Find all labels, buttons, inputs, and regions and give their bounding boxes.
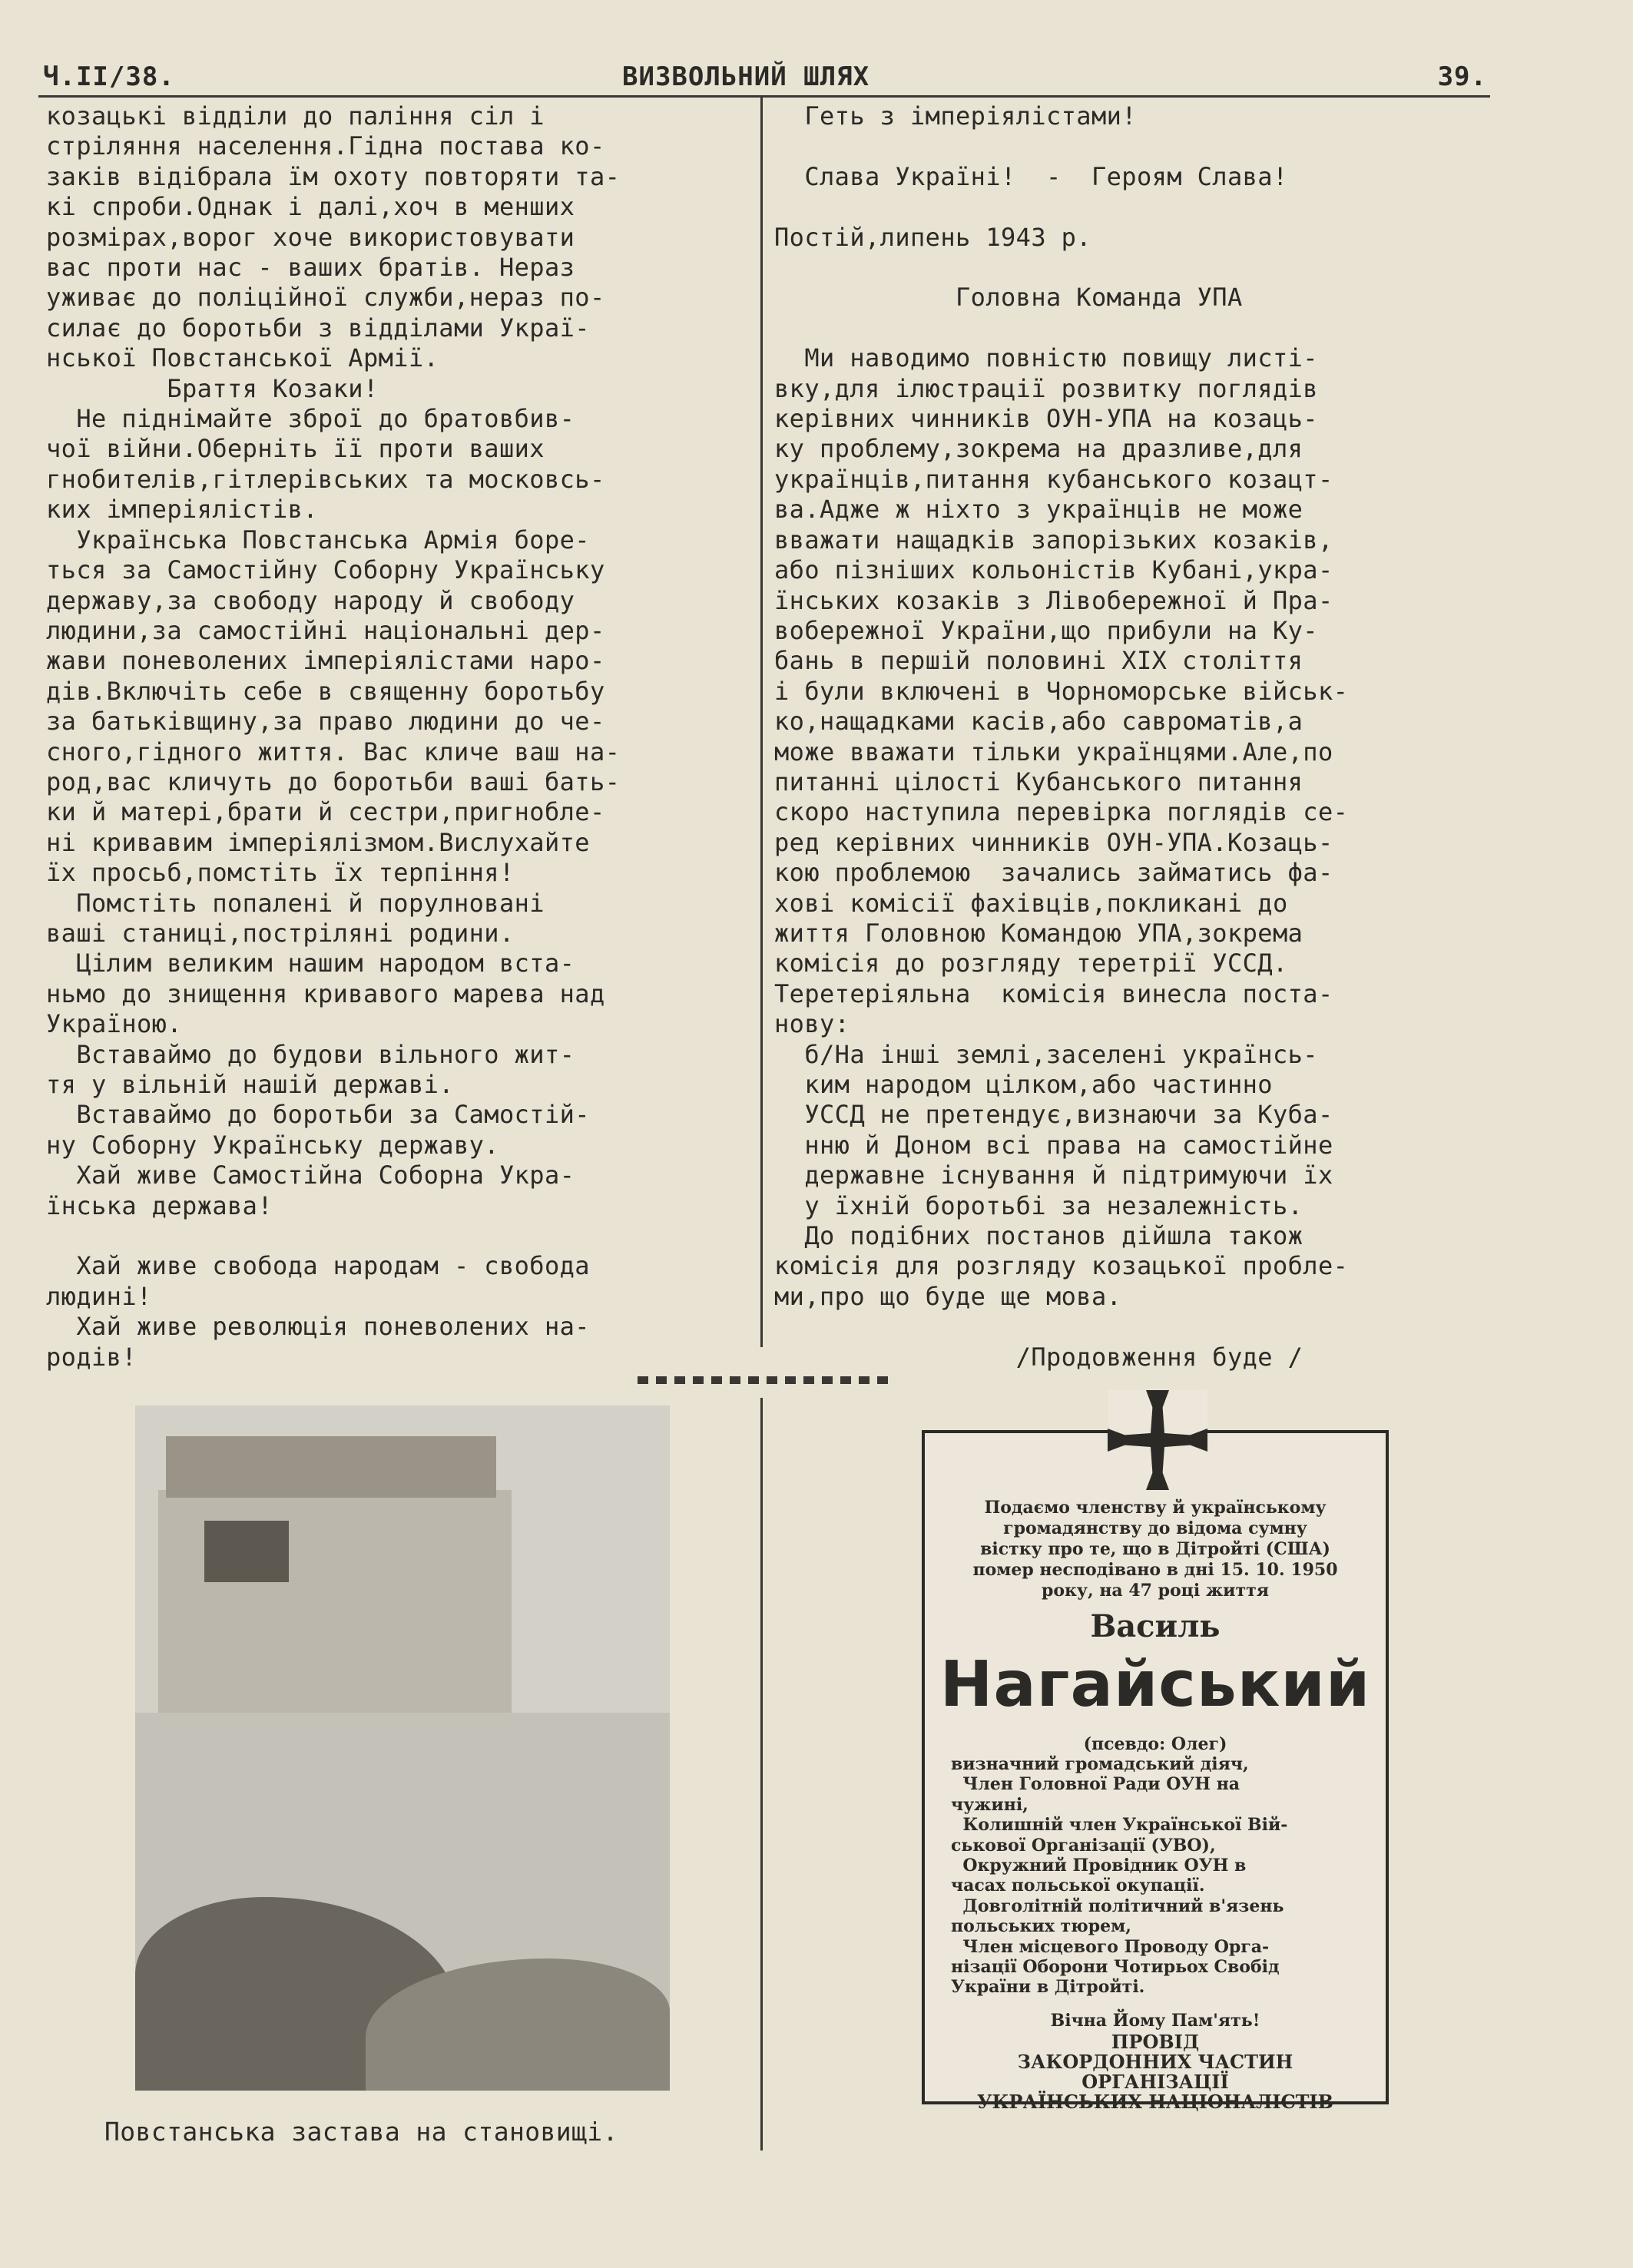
text-line: ньмо до знищення кривавого марева над — [46, 978, 605, 1008]
text-line: Цілим великим нашим народом вста- — [46, 949, 575, 978]
photograph — [135, 1405, 670, 2091]
text-line: род,вас кличуть до боротьби ваші бать- — [46, 766, 621, 796]
obituary-description-line: Член місцевого Проводу Орга- — [951, 1936, 1270, 1957]
text-line: нської Повстанської Армії. — [46, 343, 439, 373]
text-line: ким народом цілком,або частинно — [774, 1070, 1273, 1099]
text-line: розмірах,ворог хоче використовувати — [46, 222, 575, 252]
cross-icon — [1108, 1390, 1207, 1490]
text-line: родів! — [46, 1342, 137, 1372]
text-line: сного,гідного життя. Вас кличе ваш на- — [46, 737, 621, 766]
obituary-description-line: Окружний Провідник ОУН в — [951, 1856, 1247, 1876]
text-line: ва.Адже ж ніхто з українців не може — [774, 495, 1303, 525]
text-line: вас проти нас - ваших братів. Нераз — [46, 253, 575, 283]
text-line: ться за Самостійну Соборну Українську — [46, 555, 605, 585]
text-line: ми,про що буде ще мова. — [774, 1281, 1122, 1311]
text-line: ну Соборну Українську державу. — [46, 1130, 499, 1160]
text-line: їнських козаків з Лівобережної й Пра- — [774, 585, 1333, 615]
left-column — [46, 101, 753, 1372]
text-line: /Продовження буде / — [774, 1342, 1303, 1372]
text-line — [46, 1221, 753, 1251]
journal-title: ВИЗВОЛЬНИЙ ШЛЯХ — [622, 61, 870, 92]
obituary-description-line: польських тюрем, — [951, 1916, 1131, 1937]
text-line: б/На інші землі,заселені українсь- — [774, 1039, 1318, 1069]
obituary-notice — [922, 1430, 1389, 2113]
lower-column-divider — [760, 1398, 763, 2150]
text-line: ред керівних чинників ОУН-УПА.Козаць- — [774, 827, 1333, 857]
text-line: До подібних постанов дійшла також — [774, 1221, 1303, 1251]
text-line — [774, 192, 1475, 222]
obituary-description — [951, 1754, 1366, 1998]
obituary-intro-line: громадянству до відома сумну — [1003, 1518, 1307, 1538]
obituary-signature-line: ОРГАНІЗАЦІЇ — [1081, 2071, 1229, 2093]
text-line: хові комісії фахівців,покликані до — [774, 888, 1288, 918]
text-line: бань в першій половині XIX століття — [774, 646, 1303, 676]
obituary-description-line: чужині, — [951, 1794, 1028, 1815]
text-line: у їхній боротьбі за незалежність. — [774, 1190, 1303, 1220]
text-line: життя Головною Командою УПА,зокрема — [774, 918, 1303, 948]
text-line: може вважати тільки українцями.Але,по — [774, 737, 1333, 766]
photo-caption: Повстанська застава на становищі. — [104, 2117, 618, 2147]
text-line: комісія для розгляду козацької пробле- — [774, 1251, 1349, 1281]
text-line — [774, 1312, 1475, 1342]
obituary-intro-line: вістку про те, що в Дітройті (США) — [980, 1539, 1330, 1559]
section-separator — [638, 1376, 891, 1384]
obituary-surname: Нагайський — [939, 1648, 1371, 1721]
text-line: їх просьб,помстіть їх терпіння! — [46, 858, 515, 888]
text-line: комісія до розгляду теретрії УССД. — [774, 949, 1288, 978]
obituary-description-line: ськової Організації (УВО), — [951, 1835, 1216, 1856]
text-line: питанні цілості Кубанського питання — [774, 766, 1303, 796]
text-line: вку,для ілюстрації розвитку поглядів — [774, 373, 1318, 403]
obituary-description-line: часах польської окупації. — [951, 1876, 1205, 1896]
text-line: Теретеріяльна комісія винесла поста- — [774, 978, 1333, 1008]
text-line: їнська держава! — [46, 1190, 273, 1220]
text-line: або пізніших кольоністів Кубані,укра- — [774, 555, 1333, 585]
text-line: і були включені в Чорноморське військ- — [774, 676, 1349, 706]
text-line: нову: — [774, 1009, 850, 1039]
text-line: тя у вільній нашій державі. — [46, 1070, 454, 1099]
text-line: силає до боротьби з відділами Украї- — [46, 313, 590, 343]
text-line: Хай живе революція поневолених на- — [46, 1312, 590, 1342]
text-line: Геть з імперіялістами! — [774, 101, 1137, 131]
text-line — [774, 253, 1475, 283]
text-line: ки й матері,брати й сестри,пригноблe- — [46, 797, 605, 827]
obituary-signature-line: ЗАКОРДОННИХ ЧАСТИН — [1017, 2051, 1293, 2073]
text-line: кою проблемою зачались займатись фа- — [774, 858, 1333, 888]
text-line: українців,питання кубанського козацт- — [774, 464, 1333, 494]
text-line: за батьківщину,за право людини до че- — [46, 707, 605, 737]
text-line: ваші станиці,постріляні родини. — [46, 918, 515, 948]
text-line: вважати нащадків запорізьких козаків, — [774, 525, 1333, 555]
text-line: державу,за свободу народу й свободу — [46, 585, 575, 615]
text-line: ких імперіялістів. — [46, 495, 318, 525]
text-line: дів.Включіть себе в священну боротьбу — [46, 676, 605, 706]
text-line: ку проблему,зокрема на дразливе,для — [774, 434, 1303, 464]
obituary-description-line: визначний громадський діяч, — [951, 1754, 1249, 1774]
column-divider — [760, 95, 763, 1347]
obituary-signature — [925, 2032, 1386, 2112]
text-line: Ми наводимо повністю повищу листі- — [774, 343, 1318, 373]
text-line: стріляння населення.Гідна постава ко- — [46, 131, 605, 161]
obituary-intro — [936, 1498, 1375, 1601]
text-line: заків відібрала їм охоту повторяти та- — [46, 161, 621, 191]
obituary-intro-line: року, на 47 році життя — [1041, 1581, 1269, 1601]
obituary-intro-line: помер несподівано в дні 15. 10. 1950 — [972, 1560, 1338, 1580]
obituary-description-line: Член Головної Ради ОУН на — [951, 1774, 1240, 1795]
text-line: Помстіть попалені й порулновані — [46, 888, 545, 918]
obituary-description-line: Довголітній політичний в'язень — [951, 1896, 1284, 1916]
right-column — [774, 101, 1475, 1372]
issue-number: Ч.II/38. — [43, 61, 175, 92]
text-line: вобережної України,що прибули на Ку- — [774, 615, 1318, 645]
text-line: козацькі відділи до паління сіл і — [46, 101, 545, 131]
text-line: людині! — [46, 1281, 152, 1311]
obituary-signature-line: ПРОВІД — [1111, 2031, 1200, 2053]
obituary-description-line: України в Дітройті. — [951, 1977, 1145, 1998]
text-line: нню й Доном всі права на самостійне — [774, 1130, 1333, 1160]
text-line: гнобителів,гітлерівських та московсь- — [46, 464, 605, 494]
text-line: Вставаймо до боротьби за Самостій- — [46, 1100, 590, 1130]
text-line: Хай живе Самостійна Соборна Укра- — [46, 1160, 575, 1190]
obituary-first-name: Василь — [1090, 1608, 1221, 1644]
page-number: 39. — [1437, 61, 1487, 92]
text-line: кі спроби.Однак і далі,хоч в менших — [46, 192, 575, 222]
text-line: жави поневолених імперіялістами наро- — [46, 646, 605, 676]
text-line: державне існування й підтримуючи їх — [774, 1160, 1333, 1190]
text-line — [774, 313, 1475, 343]
text-line: Головна Команда УПА — [774, 283, 1243, 313]
obituary-memory: Вічна Йому Пам'ять! — [1050, 2011, 1260, 2031]
text-line: Україною. — [46, 1009, 182, 1039]
text-line: Браття Козаки! — [46, 373, 379, 403]
text-line: Вставаймо до будови вільного жит- — [46, 1039, 575, 1069]
text-line: скоро наступила перевірка поглядів се- — [774, 797, 1349, 827]
page-header — [38, 57, 1490, 97]
obituary-alias: (псевдо: Олег) — [1083, 1734, 1227, 1754]
text-line: ні кривавим імперіялізмом.Вислухайте — [46, 827, 590, 857]
text-line: ко,нащадками касів,або савроматів,а — [774, 707, 1303, 737]
obituary-description-line: Колишній член Української Вій- — [951, 1815, 1288, 1836]
text-line: УССД не претендує,визнаючи за Куба- — [774, 1100, 1333, 1130]
text-line: Українська Повстанська Армія боре- — [46, 525, 590, 555]
text-line: керівних чинників ОУН-УПА на козаць- — [774, 404, 1318, 434]
obituary-description-line: нізації Оборони Чотирьох Свобід — [951, 1957, 1280, 1978]
text-line: людини,за самостійні національні дер- — [46, 615, 605, 645]
text-line: Постій,липень 1943 р. — [774, 222, 1091, 252]
text-line: Хай живе свобода народам - свобода — [46, 1251, 590, 1281]
text-line: чої війни.Оберніть її проти ваших — [46, 434, 545, 464]
obituary-signature-line: УКРАЇНСЬКИХ НАЦІОНАЛІСТІВ — [977, 2091, 1333, 2113]
obituary-intro-line: Подаємо членству й українському — [984, 1498, 1327, 1518]
text-line: Слава Україні! - Героям Слава! — [774, 161, 1288, 191]
header-rule — [38, 95, 1490, 98]
text-line: уживає до поліційної служби,нераз по- — [46, 283, 605, 313]
text-line: Не піднімайте зброї до братовбив- — [46, 404, 575, 434]
text-line — [774, 131, 1475, 161]
